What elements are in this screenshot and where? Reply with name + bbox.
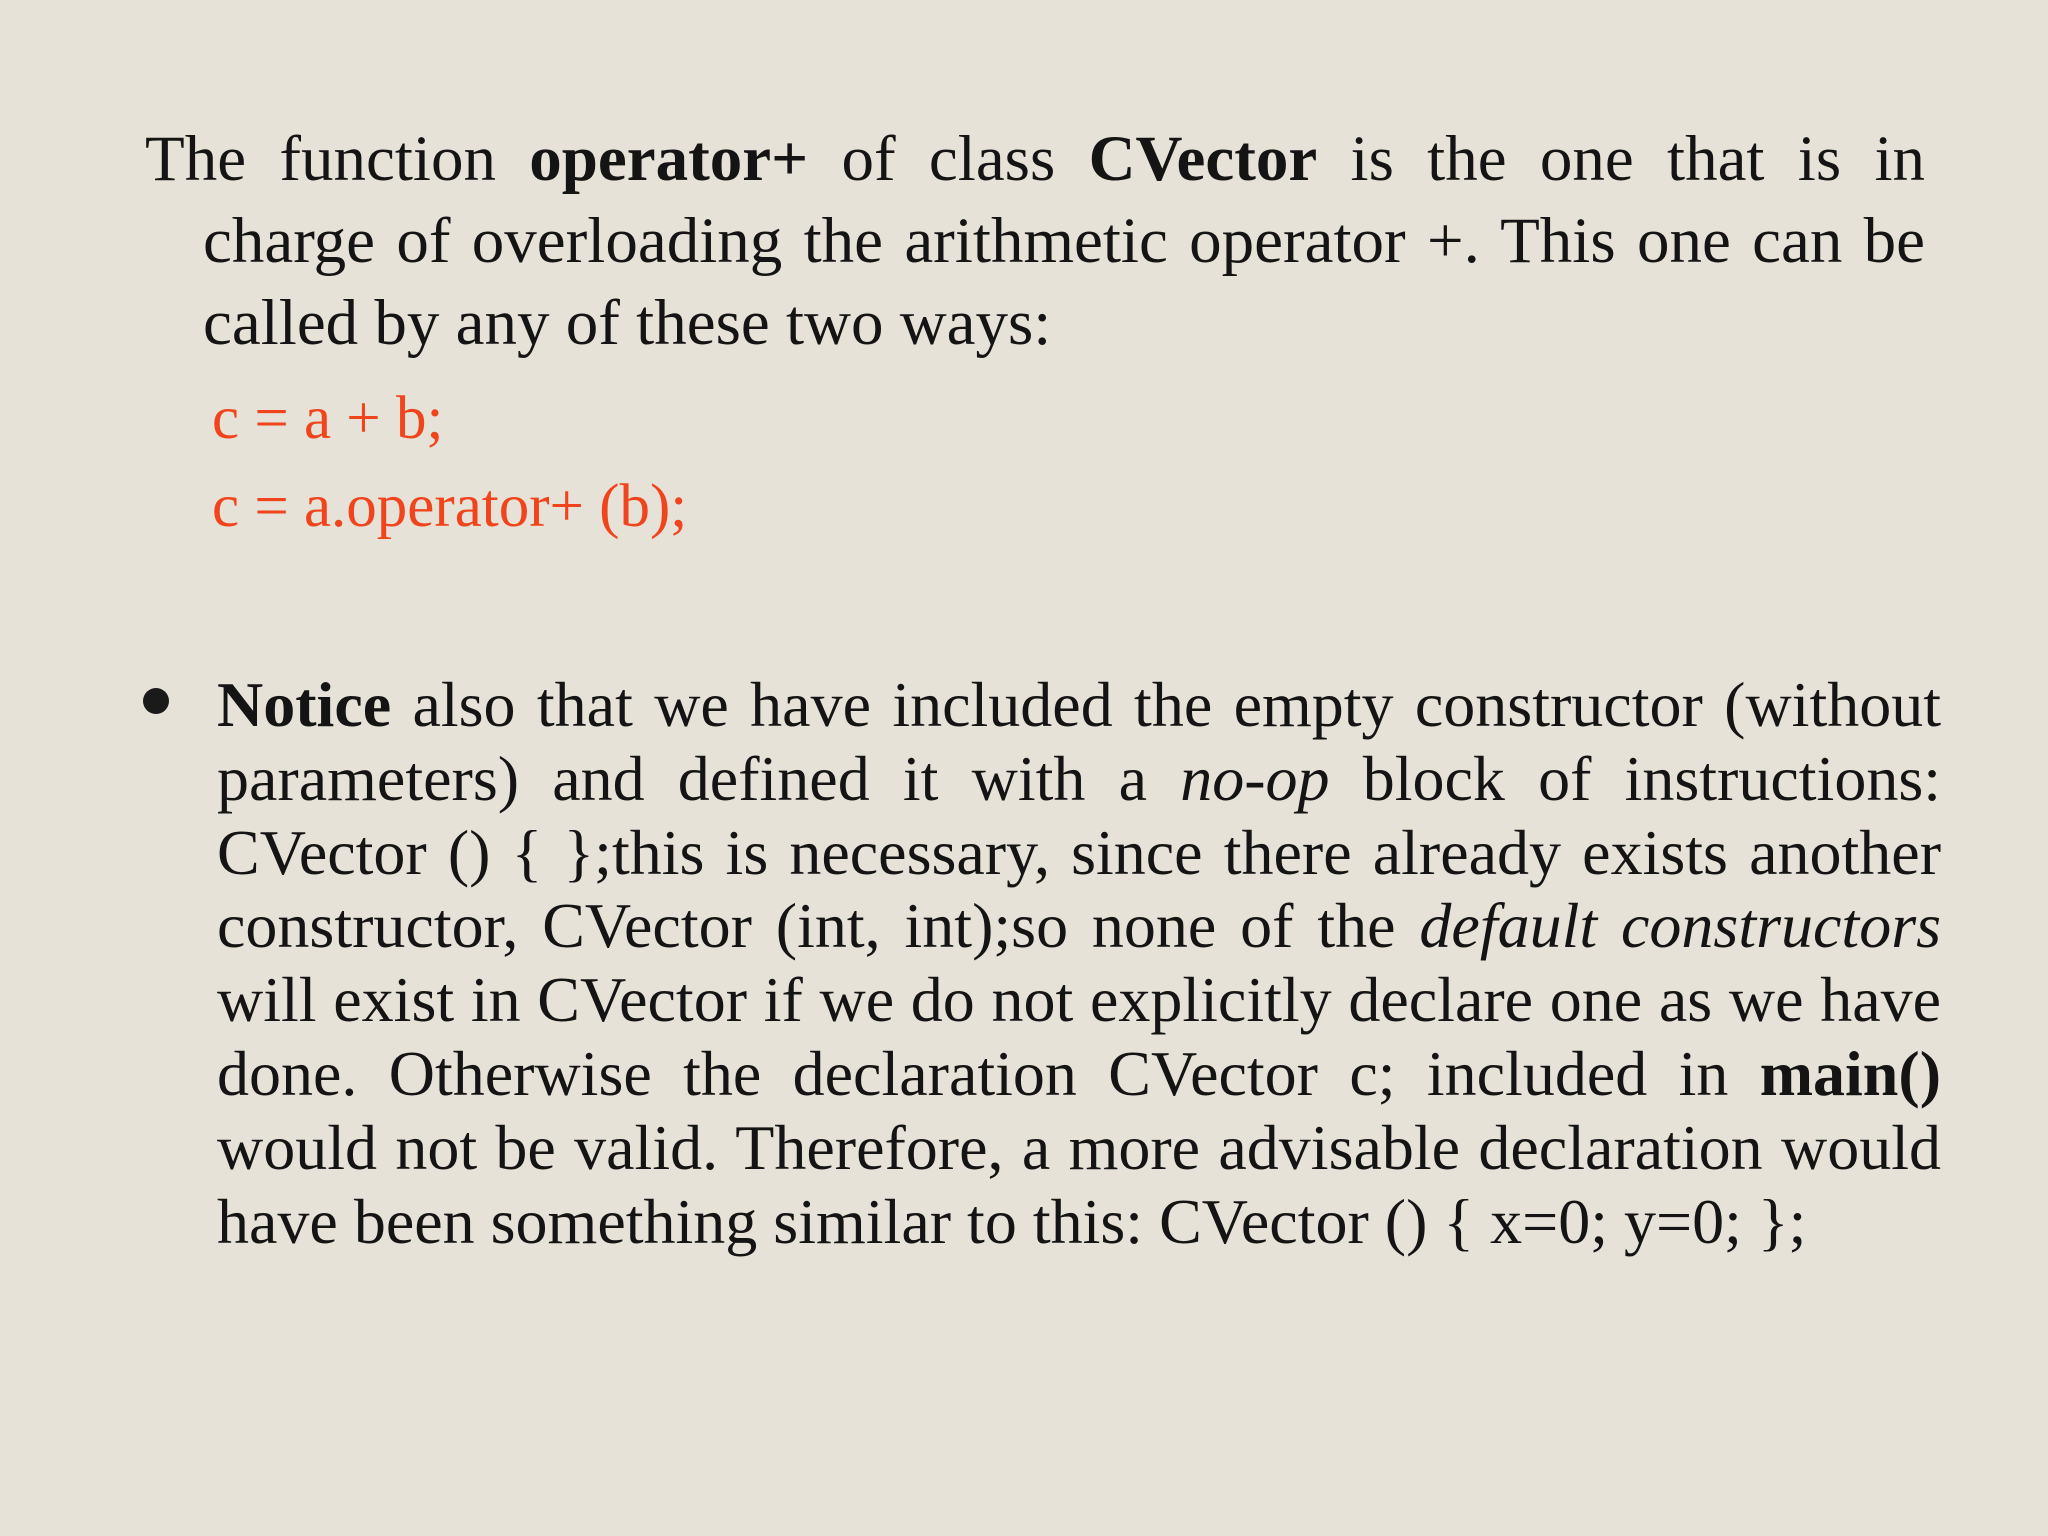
notice-text-2: block of instructions: CVector () { };this is necessary, since there already exists another constructor, CVector (int, int);so none of the — [217, 742, 1942, 962]
notice-term: Notice — [217, 669, 392, 740]
intro-text-1: The function — [145, 123, 530, 195]
default-constructors-term: default constructors — [1419, 890, 1942, 962]
operator-plus-term: operator+ — [529, 123, 809, 195]
notice-text-4: would not be valid. Therefore, a more advisable declaration would have been something similar to this: CVector () { x=0; y=0; }; — [217, 1111, 1941, 1257]
intro-paragraph — [145, 118, 1925, 364]
intro-text-3: is the one that is in charge of overloading the arithmetic operator +. This one can be called by any of these two ways: — [203, 123, 1926, 359]
code-example-2: c = a.operator+ (b); — [212, 473, 688, 540]
main-term: main() — [1759, 1037, 1941, 1109]
no-op-term: no-op — [1180, 742, 1330, 814]
notice-paragraph — [217, 668, 1941, 1258]
intro-text-2: of class — [808, 123, 1089, 195]
cvector-term: CVector — [1088, 123, 1318, 195]
code-example-1: c = a + b; — [212, 385, 444, 452]
bullet-icon — [143, 688, 169, 714]
notice-text-1: also that we have included the empty constructor (without parameters) and defined it with a — [217, 669, 1941, 814]
notice-text-3: will exist in CVector if we do not explicitly declare one as we have done. Otherwise the declaration CVector c; included in — [217, 964, 1941, 1109]
